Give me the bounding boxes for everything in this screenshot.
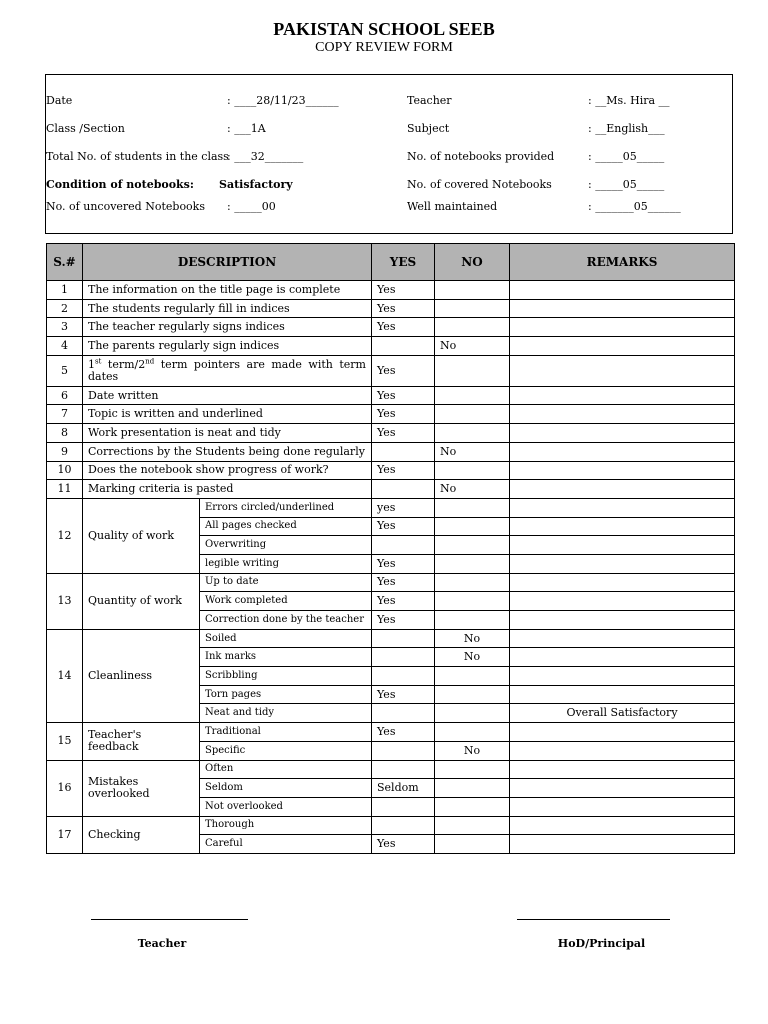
serial-number: 3 — [47, 318, 83, 337]
header-remarks: REMARKS — [510, 244, 735, 281]
no-cell — [435, 723, 510, 742]
yes-cell — [372, 480, 435, 499]
remarks-cell — [510, 337, 735, 356]
subject-value: : __English___ — [588, 122, 665, 135]
serial-number: 2 — [47, 299, 83, 318]
hod-signature-line — [517, 919, 670, 920]
remarks-cell — [510, 648, 735, 667]
info-box — [45, 74, 733, 234]
form-title: COPY REVIEW FORM — [315, 40, 453, 55]
yes-cell: Seldom — [372, 779, 435, 798]
no-cell: No — [435, 442, 510, 461]
sub-criterion: All pages checked — [200, 517, 372, 536]
yes-cell — [372, 667, 435, 686]
remarks-cell — [510, 554, 735, 573]
description-part: nd — [145, 357, 155, 366]
description-part: term/2 — [101, 357, 146, 371]
date-value: : ____28/11/23______ — [227, 94, 339, 107]
description-cell: The teacher regularly signs indices — [83, 318, 372, 337]
maintained-label: Well maintained — [407, 200, 498, 213]
yes-cell: Yes — [372, 299, 435, 318]
table-row — [47, 480, 735, 499]
no-cell — [435, 405, 510, 424]
yes-cell — [372, 442, 435, 461]
no-cell — [435, 536, 510, 555]
provided-value: : _____05_____ — [588, 150, 665, 163]
remarks-cell — [510, 442, 735, 461]
table-row — [47, 299, 735, 318]
yes-cell: Yes — [372, 355, 435, 386]
condition-label: Condition of notebooks: — [46, 178, 194, 191]
header-description: DESCRIPTION — [83, 244, 372, 281]
sub-criterion: Torn pages — [200, 685, 372, 704]
remarks-cell — [510, 760, 735, 779]
yes-cell: Yes — [372, 611, 435, 630]
category-cell: Teacher's feedback — [83, 723, 200, 760]
serial-number: 4 — [47, 337, 83, 356]
serial-number: 16 — [47, 760, 83, 816]
serial-number: 15 — [47, 723, 83, 760]
no-cell — [435, 797, 510, 816]
remarks-cell — [510, 355, 735, 386]
remarks-cell — [510, 386, 735, 405]
no-cell — [435, 835, 510, 854]
header-sn: S.# — [47, 244, 83, 281]
no-cell — [435, 517, 510, 536]
teacher-signature-line — [91, 919, 248, 920]
condition-value: Satisfactory — [219, 178, 293, 191]
subject-label: Subject — [407, 122, 450, 135]
description-cell: Work presentation is neat and tidy — [83, 424, 372, 443]
table-row — [47, 355, 735, 386]
yes-cell — [372, 704, 435, 723]
sub-criterion: Scribbling — [200, 667, 372, 686]
remarks-cell — [510, 723, 735, 742]
remarks-cell — [510, 667, 735, 686]
sub-criterion: Neat and tidy — [200, 704, 372, 723]
sub-criterion: Overwriting — [200, 536, 372, 555]
category-cell: Quantity of work — [83, 573, 200, 629]
teacher-label: Teacher — [407, 94, 452, 107]
table-row — [47, 723, 735, 742]
description-part: st — [95, 357, 102, 366]
description-cell: The information on the title page is complete — [83, 281, 372, 300]
remarks-cell: Overall Satisfactory — [510, 704, 735, 723]
no-cell — [435, 355, 510, 386]
yes-cell — [372, 760, 435, 779]
yes-cell: Yes — [372, 405, 435, 424]
table-row — [47, 629, 735, 648]
description-cell: Topic is written and underlined — [83, 405, 372, 424]
no-cell — [435, 704, 510, 723]
yes-cell: Yes — [372, 573, 435, 592]
yes-cell: Yes — [372, 318, 435, 337]
no-cell — [435, 779, 510, 798]
uncovered-label: No. of uncovered Notebooks — [46, 200, 205, 213]
no-cell — [435, 816, 510, 835]
no-cell — [435, 611, 510, 630]
no-cell: No — [435, 480, 510, 499]
no-cell — [435, 592, 510, 611]
no-cell: No — [435, 741, 510, 760]
no-cell — [435, 299, 510, 318]
table-header — [47, 244, 735, 281]
yes-cell — [372, 337, 435, 356]
table-row — [47, 760, 735, 779]
remarks-cell — [510, 629, 735, 648]
review-table — [46, 243, 735, 854]
sub-criterion: Not overlooked — [200, 797, 372, 816]
table-row — [47, 337, 735, 356]
serial-number: 6 — [47, 386, 83, 405]
table-row — [47, 424, 735, 443]
remarks-cell — [510, 741, 735, 760]
yes-cell: Yes — [372, 461, 435, 480]
yes-cell — [372, 797, 435, 816]
category-cell: Cleanliness — [83, 629, 200, 722]
yes-cell — [372, 536, 435, 555]
description-cell: The parents regularly sign indices — [83, 337, 372, 356]
no-cell: No — [435, 648, 510, 667]
teacher-signature-label: Teacher — [137, 937, 187, 950]
uncovered-value: : _____00 — [227, 200, 276, 213]
serial-number: 17 — [47, 816, 83, 853]
no-cell — [435, 461, 510, 480]
yes-cell: Yes — [372, 517, 435, 536]
no-cell — [435, 318, 510, 337]
sub-criterion: Soiled — [200, 629, 372, 648]
remarks-cell — [510, 424, 735, 443]
school-name: PAKISTAN SCHOOL SEEB — [273, 19, 495, 39]
no-cell — [435, 667, 510, 686]
remarks-cell — [510, 480, 735, 499]
sub-criterion: Work completed — [200, 592, 372, 611]
table-row — [47, 461, 735, 480]
yes-cell: Yes — [372, 723, 435, 742]
sub-criterion: legible writing — [200, 554, 372, 573]
remarks-cell — [510, 517, 735, 536]
description-cell: Marking criteria is pasted — [83, 480, 372, 499]
sub-criterion: Ink marks — [200, 648, 372, 667]
class-label: Class /Section — [46, 122, 125, 135]
yes-cell: Yes — [372, 424, 435, 443]
date-label: Date — [46, 94, 73, 107]
yes-cell — [372, 816, 435, 835]
sub-criterion: Up to date — [200, 573, 372, 592]
remarks-cell — [510, 835, 735, 854]
covered-label: No. of covered Notebooks — [407, 178, 552, 191]
table-row — [47, 816, 735, 835]
no-cell — [435, 424, 510, 443]
serial-number: 12 — [47, 498, 83, 573]
description-cell: Corrections by the Students being done regularly — [83, 442, 372, 461]
no-cell — [435, 760, 510, 779]
no-cell — [435, 573, 510, 592]
maintained-value: : _______05______ — [588, 200, 681, 213]
no-cell — [435, 498, 510, 517]
serial-number: 1 — [47, 281, 83, 300]
yes-cell: Yes — [372, 592, 435, 611]
remarks-cell — [510, 405, 735, 424]
serial-number: 9 — [47, 442, 83, 461]
sub-criterion: Seldom — [200, 779, 372, 798]
table-row — [47, 386, 735, 405]
yes-cell: Yes — [372, 281, 435, 300]
yes-cell: Yes — [372, 835, 435, 854]
no-cell — [435, 554, 510, 573]
no-cell: No — [435, 337, 510, 356]
description-part: 1 — [88, 357, 95, 371]
serial-number: 14 — [47, 629, 83, 722]
table-row — [47, 442, 735, 461]
table-row — [47, 318, 735, 337]
serial-number: 7 — [47, 405, 83, 424]
remarks-cell — [510, 592, 735, 611]
yes-cell — [372, 648, 435, 667]
hod-signature-label: HoD/Principal — [557, 937, 646, 950]
yes-cell: yes — [372, 498, 435, 517]
remarks-cell — [510, 461, 735, 480]
provided-label: No. of notebooks provided — [407, 150, 555, 163]
sub-criterion: Careful — [200, 835, 372, 854]
no-cell — [435, 386, 510, 405]
serial-number: 13 — [47, 573, 83, 629]
no-cell — [435, 685, 510, 704]
remarks-cell — [510, 299, 735, 318]
total-students-value: : ___32_______ — [227, 150, 304, 163]
remarks-cell — [510, 573, 735, 592]
table-row — [47, 573, 735, 592]
serial-number: 10 — [47, 461, 83, 480]
yes-cell — [372, 741, 435, 760]
table-row — [47, 405, 735, 424]
sub-criterion: Thorough — [200, 816, 372, 835]
total-students-label: Total No. of students in the class — [46, 150, 229, 163]
covered-value: : _____05_____ — [588, 178, 665, 191]
yes-cell — [372, 629, 435, 648]
remarks-cell — [510, 281, 735, 300]
serial-number: 5 — [47, 355, 83, 386]
teacher-value: : __Ms. Hira __ — [588, 94, 670, 107]
remarks-cell — [510, 498, 735, 517]
sub-criterion: Errors circled/underlined — [200, 498, 372, 517]
no-cell — [435, 281, 510, 300]
remarks-cell — [510, 685, 735, 704]
sub-criterion: Often — [200, 760, 372, 779]
remarks-cell — [510, 797, 735, 816]
remarks-cell — [510, 536, 735, 555]
description-part: term pointers are made with term dates — [88, 357, 366, 383]
table-row — [47, 281, 735, 300]
remarks-cell — [510, 318, 735, 337]
no-cell: No — [435, 629, 510, 648]
table-row — [47, 498, 735, 517]
description-cell — [83, 355, 372, 386]
description-cell: Date written — [83, 386, 372, 405]
sub-criterion: Specific — [200, 741, 372, 760]
sub-criterion: Traditional — [200, 723, 372, 742]
yes-cell: Yes — [372, 386, 435, 405]
header-yes: YES — [372, 244, 435, 281]
yes-cell: Yes — [372, 685, 435, 704]
remarks-cell — [510, 816, 735, 835]
remarks-cell — [510, 779, 735, 798]
header-no: NO — [435, 244, 510, 281]
category-cell: Checking — [83, 816, 200, 853]
category-cell: Mistakes overlooked — [83, 760, 200, 816]
description-cell: Does the notebook show progress of work? — [83, 461, 372, 480]
description-cell: The students regularly fill in indices — [83, 299, 372, 318]
yes-cell: Yes — [372, 554, 435, 573]
remarks-cell — [510, 611, 735, 630]
sub-criterion: Correction done by the teacher — [200, 611, 372, 630]
serial-number: 11 — [47, 480, 83, 499]
class-value: : ___1A — [227, 122, 266, 135]
serial-number: 8 — [47, 424, 83, 443]
category-cell: Quality of work — [83, 498, 200, 573]
